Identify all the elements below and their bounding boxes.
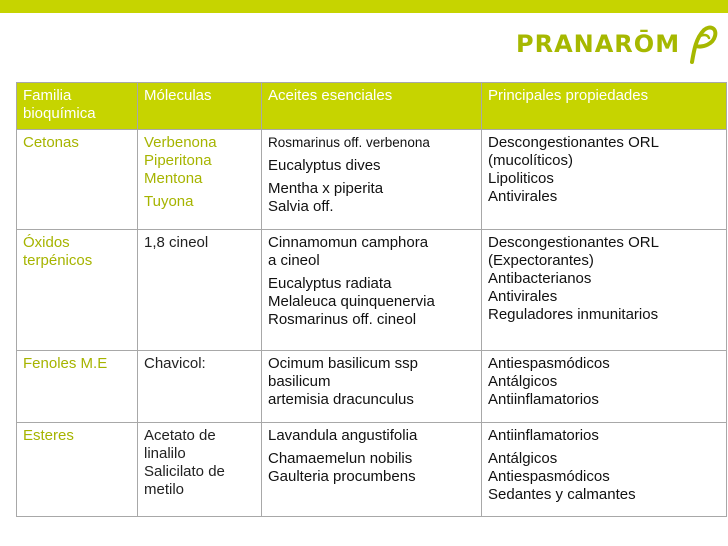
brand-logo [516, 24, 720, 64]
brand-name: PRANARŌM [516, 30, 681, 58]
molecula: Piperitona [144, 152, 212, 169]
propiedad: Antivirales [488, 188, 558, 205]
moleculas-cell [138, 130, 262, 230]
aceites-cell [262, 230, 482, 351]
propiedad: Lipoliticos [488, 170, 554, 187]
aceites-cell [262, 130, 482, 230]
aceite: Eucalyptus dives [268, 157, 381, 174]
familia-cell: Fenoles M.E [17, 351, 138, 423]
header-aceites: Aceites esenciales [262, 83, 482, 130]
propiedades-cell [482, 230, 727, 351]
table-row [17, 130, 727, 230]
aceites-cell [262, 423, 482, 517]
table-header-row [17, 83, 727, 130]
moleculas-cell [138, 351, 262, 423]
aceite: a cineol [268, 252, 320, 269]
propiedad: Antálgicos [488, 373, 558, 390]
propiedad: Antálgicos [488, 450, 558, 467]
header-propiedades: Principales propiedades [482, 83, 727, 130]
table-row [17, 423, 727, 517]
aceites-cell [262, 351, 482, 423]
aceite: Mentha x piperita [268, 180, 384, 197]
molecula: linalilo [144, 445, 186, 462]
propiedad: Antivirales [488, 288, 558, 305]
table-row [17, 351, 727, 423]
aceite: Chamaemelun nobilis [268, 450, 413, 467]
moleculas-cell [138, 230, 262, 351]
header-moleculas: Móleculas [138, 83, 262, 130]
propiedad: Reguladores inmunitarios [488, 306, 659, 323]
table-row [17, 230, 727, 351]
familia-cell: Cetonas [17, 130, 138, 230]
aceite: Cinnamomun camphora [268, 234, 429, 251]
aceite: Rosmarinus off. cineol [268, 311, 417, 328]
propiedad: (mucolíticos) [488, 152, 574, 169]
molecula: metilo [144, 481, 185, 498]
essential-oils-table [16, 82, 727, 517]
molecula: Chavicol: [144, 355, 206, 372]
moleculas-cell [138, 423, 262, 517]
top-accent-bar [0, 0, 728, 13]
familia-cell: Esteres [17, 423, 138, 517]
aceite: Eucalyptus radiata [268, 275, 392, 292]
molecula: Tuyona [144, 193, 194, 210]
aceite: basilicum [268, 373, 331, 390]
propiedad: Antiinflamatorios [488, 427, 599, 444]
propiedad: Antiespasmódicos [488, 355, 610, 372]
molecula: Acetato de [144, 427, 216, 444]
aceite: Melaleuca quinquenervia [268, 293, 435, 310]
molecula: Verbenona [144, 134, 217, 151]
propiedades-cell [482, 351, 727, 423]
leaf-script-icon [686, 24, 720, 64]
propiedad: Descongestionantes ORL [488, 234, 659, 251]
familia-cell: Óxidos terpénicos [17, 230, 138, 351]
propiedades-cell [482, 423, 727, 517]
propiedad: Antibacterianos [488, 270, 592, 287]
propiedad: Sedantes y calmantes [488, 486, 636, 503]
propiedades-cell [482, 130, 727, 230]
aceite: artemisia dracunculus [268, 391, 414, 408]
aceite: Salvia off. [268, 198, 334, 215]
propiedad: Antiespasmódicos [488, 468, 610, 485]
molecula: 1,8 cineol [144, 234, 209, 251]
header-familia: Familia bioquímica [17, 83, 138, 130]
aceite: Rosmarinus off. verbenona [268, 135, 430, 150]
aceite: Gaulteria procumbens [268, 468, 416, 485]
propiedad: Antiinflamatorios [488, 391, 599, 408]
aceite: Ocimum basilicum ssp [268, 355, 419, 372]
molecula: Salicilato de [144, 463, 225, 480]
aceite: Lavandula angustifolia [268, 427, 418, 444]
molecula: Mentona [144, 170, 203, 187]
propiedad: (Expectorantes) [488, 252, 594, 269]
propiedad: Descongestionantes ORL [488, 134, 659, 151]
